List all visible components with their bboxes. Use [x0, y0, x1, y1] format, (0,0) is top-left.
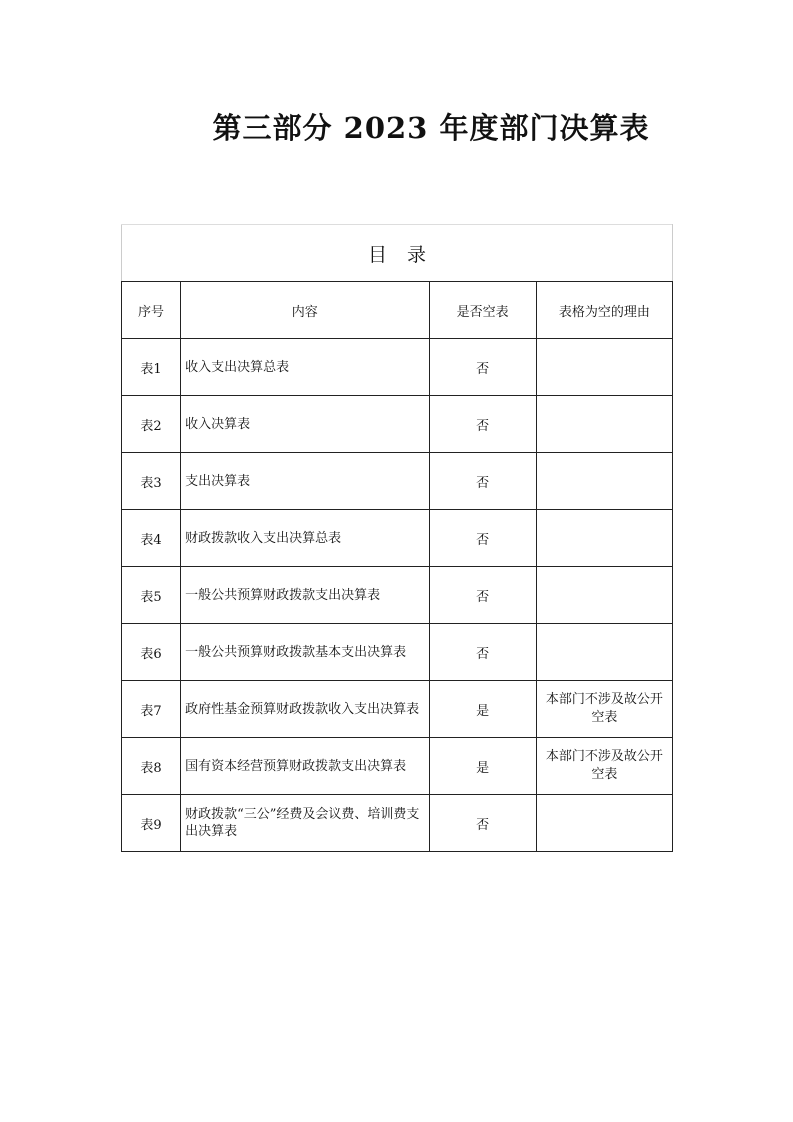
table-row: [122, 738, 673, 795]
row-is-empty: 否: [429, 339, 536, 396]
header-reason: 表格为空的理由: [536, 282, 672, 339]
row-content: 财政拨款收入支出决算总表: [181, 510, 429, 567]
table-row: [122, 795, 673, 852]
row-reason: 本部门不涉及故公开空表: [536, 738, 672, 795]
row-is-empty: 否: [429, 795, 536, 852]
table-row: [122, 681, 673, 738]
row-reason: [536, 396, 672, 453]
row-no: 表6: [122, 624, 181, 681]
row-no: 表2: [122, 396, 181, 453]
row-is-empty: 是: [429, 738, 536, 795]
row-reason: [536, 624, 672, 681]
row-is-empty: 否: [429, 510, 536, 567]
row-is-empty: 是: [429, 681, 536, 738]
row-is-empty: 否: [429, 453, 536, 510]
row-content: 一般公共预算财政拨款支出决算表: [181, 567, 429, 624]
row-no: 表8: [122, 738, 181, 795]
row-reason: [536, 339, 672, 396]
table-row: [122, 396, 673, 453]
row-no: 表1: [122, 339, 181, 396]
row-reason: [536, 453, 672, 510]
toc-caption: 目录: [122, 225, 673, 282]
row-content: 财政拨款“三公”经费及会议费、培训费支出决算表: [181, 795, 429, 852]
row-no: 表7: [122, 681, 181, 738]
table-row: [122, 510, 673, 567]
page-title: 第三部分 2023 年度部门决算表: [212, 111, 650, 145]
row-content: 收入决算表: [181, 396, 429, 453]
header-is-empty: 是否空表: [429, 282, 536, 339]
header-no: 序号: [122, 282, 181, 339]
row-is-empty: 否: [429, 396, 536, 453]
row-content: 政府性基金预算财政拨款收入支出决算表: [181, 681, 429, 738]
row-no: 表9: [122, 795, 181, 852]
header-content: 内容: [181, 282, 429, 339]
row-reason: [536, 567, 672, 624]
table-header-row: [122, 282, 673, 339]
row-no: 表5: [122, 567, 181, 624]
row-reason: [536, 510, 672, 567]
row-reason: [536, 795, 672, 852]
row-no: 表3: [122, 453, 181, 510]
row-content: 国有资本经营预算财政拨款支出决算表: [181, 738, 429, 795]
row-content: 一般公共预算财政拨款基本支出决算表: [181, 624, 429, 681]
row-no: 表4: [122, 510, 181, 567]
table-row: [122, 339, 673, 396]
toc-table: [121, 224, 673, 852]
table-row: [122, 453, 673, 510]
toc-caption-row: [122, 225, 673, 282]
row-reason: 本部门不涉及故公开空表: [536, 681, 672, 738]
row-is-empty: 否: [429, 567, 536, 624]
table-row: [122, 624, 673, 681]
row-is-empty: 否: [429, 624, 536, 681]
row-content: 收入支出决算总表: [181, 339, 429, 396]
row-content: 支出决算表: [181, 453, 429, 510]
table-row: [122, 567, 673, 624]
